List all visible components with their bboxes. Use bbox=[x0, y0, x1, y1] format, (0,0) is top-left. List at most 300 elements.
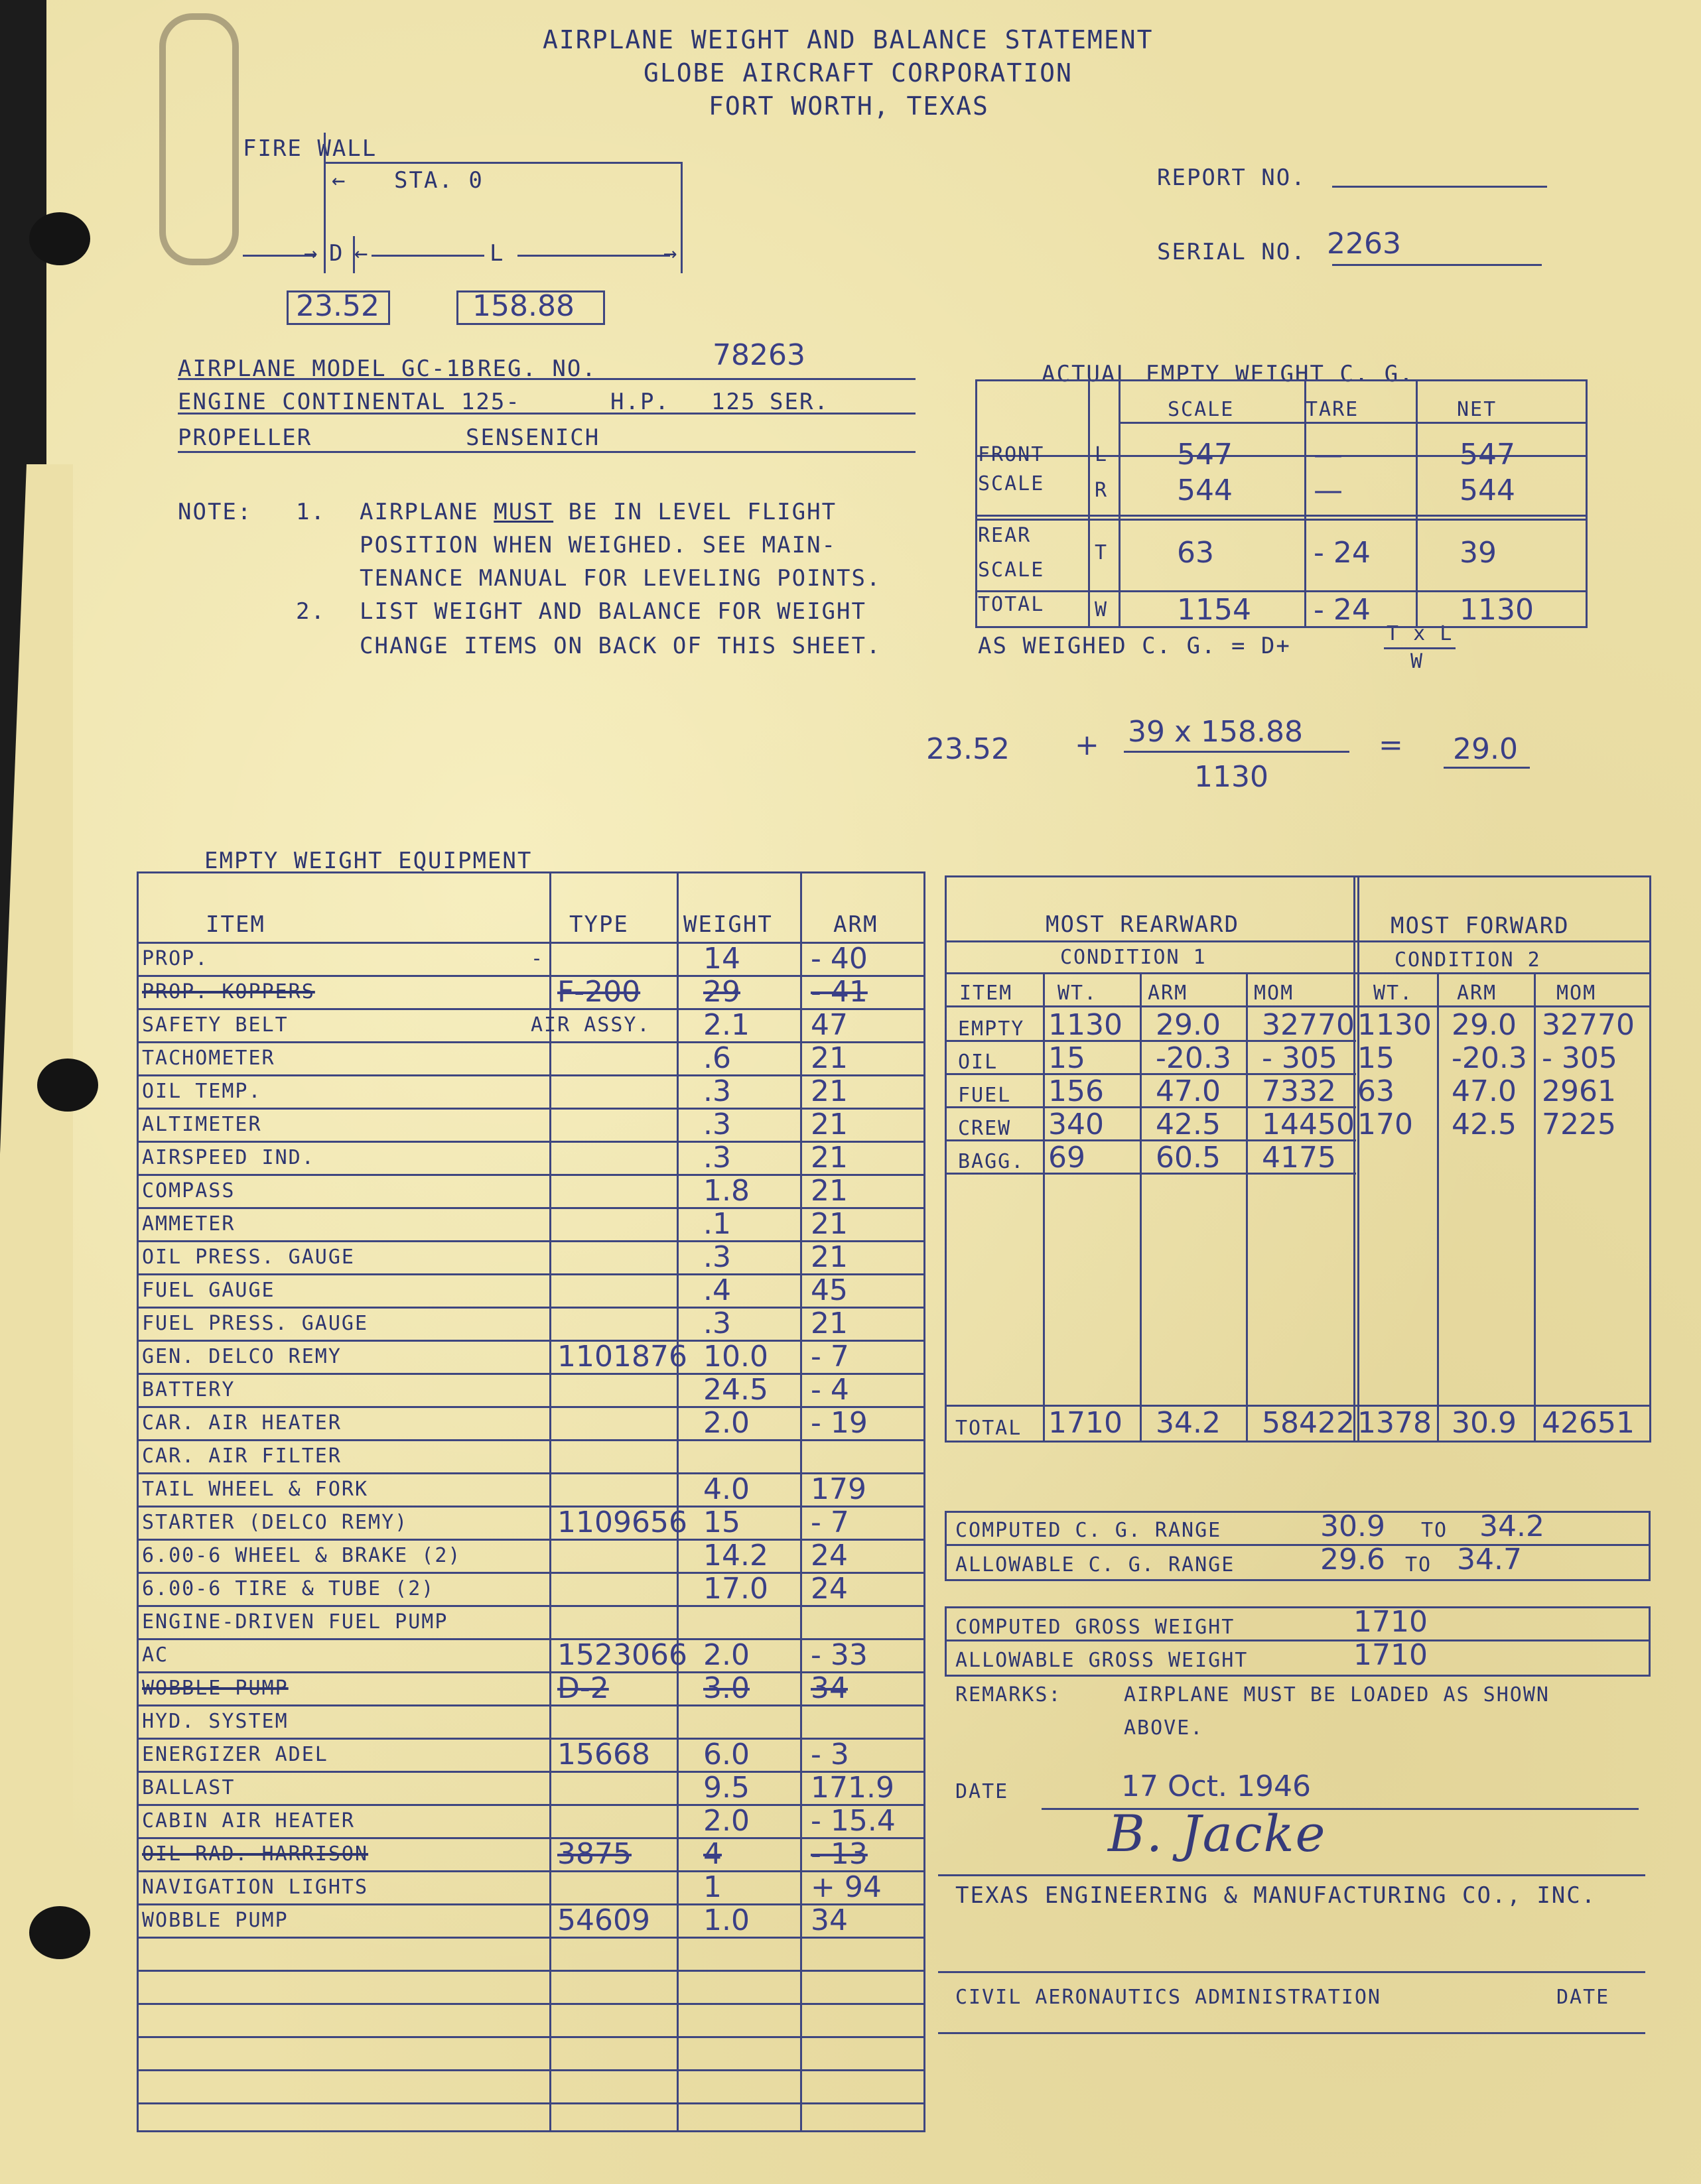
signature: B. Jacke bbox=[1108, 1804, 1327, 1863]
company-signoff: TEXAS ENGINEERING & MANUFACTURING CO., INC. bbox=[955, 1882, 1597, 1909]
table-rule bbox=[945, 875, 1651, 877]
condition-mom1: 32770 bbox=[1262, 1008, 1355, 1042]
table-column-rule bbox=[1534, 972, 1536, 1441]
punch-hole-icon bbox=[29, 212, 90, 265]
table-rule bbox=[945, 1441, 1651, 1443]
calc-fraction-bar bbox=[1124, 751, 1349, 753]
equipment-weight: 1.0 bbox=[703, 1903, 750, 1937]
equipment-item: AIRSPEED IND. bbox=[142, 1146, 315, 1169]
propeller-value: SENSENICH bbox=[466, 424, 600, 451]
remarks-label: REMARKS: bbox=[955, 1683, 1062, 1706]
equipment-arm: 21 bbox=[811, 1207, 848, 1241]
equipment-arm: - 15.4 bbox=[811, 1804, 896, 1838]
table-row bbox=[137, 1074, 925, 1076]
allowable-cg-from: 29.6 bbox=[1320, 1543, 1385, 1576]
table-column-rule bbox=[1088, 379, 1090, 626]
table-rule bbox=[975, 519, 1588, 521]
table-row bbox=[137, 1307, 925, 1309]
condition-arm1: 47.0 bbox=[1156, 1074, 1221, 1108]
serial-no-value: 2263 bbox=[1327, 227, 1401, 261]
table-row bbox=[137, 975, 925, 977]
table-row bbox=[137, 1174, 925, 1176]
table-column-rule bbox=[1586, 379, 1588, 626]
table-row bbox=[137, 1937, 925, 1939]
equipment-item: OIL RAD. HARRISON bbox=[142, 1842, 369, 1866]
condition-arm2: 42.5 bbox=[1452, 1108, 1517, 1141]
table-column-rule bbox=[1246, 972, 1248, 1441]
equipment-arm: - 33 bbox=[811, 1638, 868, 1672]
equipment-item: OIL PRESS. GAUGE bbox=[142, 1246, 355, 1269]
calc-denominator: 1130 bbox=[1194, 760, 1268, 794]
tare-value: - 24 bbox=[1314, 536, 1371, 570]
column-header-type: TYPE bbox=[569, 911, 629, 938]
equipment-item: BATTERY bbox=[142, 1378, 236, 1401]
tare-value: - 24 bbox=[1314, 593, 1371, 627]
table-row bbox=[137, 1472, 925, 1474]
equipment-weight: 2.0 bbox=[703, 1638, 750, 1672]
engine-label: ENGINE CONTINENTAL 125- bbox=[178, 389, 521, 415]
equipment-weight: .3 bbox=[703, 1141, 731, 1175]
equipment-type: F-200 bbox=[557, 975, 641, 1009]
caa-date-label: DATE bbox=[1556, 1986, 1610, 2009]
note-2-number: 2. bbox=[296, 598, 326, 625]
cg-formula-label: AS WEIGHED C. G. = D+ bbox=[978, 633, 1291, 659]
condition-arm2: -20.3 bbox=[1452, 1041, 1527, 1075]
allowable-cg-to-label: TO bbox=[1405, 1553, 1432, 1576]
equipment-weight: 17.0 bbox=[703, 1572, 768, 1606]
equipment-weight: .3 bbox=[703, 1240, 731, 1274]
condition-total-arm2: 30.9 bbox=[1452, 1406, 1517, 1440]
equipment-item: PROP. KOPPERS bbox=[142, 980, 315, 1003]
date-label: DATE bbox=[955, 1780, 1009, 1803]
diagram-top-line bbox=[324, 162, 682, 164]
equipment-weight: .4 bbox=[703, 1273, 731, 1307]
note-1-number: 1. bbox=[296, 499, 326, 525]
airplane-model-label: AIRPLANE MODEL GC-1B bbox=[178, 355, 476, 382]
net-value: 544 bbox=[1460, 474, 1515, 507]
equipment-weight: .1 bbox=[703, 1207, 731, 1241]
table-column-rule bbox=[945, 875, 947, 1441]
table-row bbox=[137, 1903, 925, 1905]
table-row bbox=[137, 1837, 925, 1839]
column-header-net: NET bbox=[1457, 398, 1497, 421]
cg-formula-numerator: T x L bbox=[1387, 622, 1454, 645]
equipment-type: 1523066 bbox=[557, 1638, 687, 1672]
equipment-item: ENGINE-DRIVEN FUEL PUMP bbox=[142, 1610, 448, 1634]
paper-clip-icon bbox=[159, 13, 239, 265]
condition-arm1: -20.3 bbox=[1156, 1041, 1231, 1075]
caa-label: CIVIL AERONAUTICS ADMINISTRATION bbox=[955, 1986, 1381, 2009]
hp-value: 125 bbox=[711, 389, 756, 415]
note-1-line-3: TENANCE MANUAL FOR LEVELING POINTS. bbox=[360, 565, 882, 592]
table-column-rule bbox=[1353, 875, 1355, 1441]
l-value: 158.88 bbox=[472, 289, 575, 323]
equipment-arm: - 3 bbox=[811, 1738, 849, 1771]
equipment-arm: 34 bbox=[811, 1903, 848, 1937]
report-no-line bbox=[1332, 186, 1547, 188]
condition-total-arm1: 34.2 bbox=[1156, 1406, 1221, 1440]
column-header-arm: ARM bbox=[833, 911, 878, 938]
equipment-type: 15668 bbox=[557, 1738, 650, 1771]
note-2-line-2: CHANGE ITEMS ON BACK OF THIS SHEET. bbox=[360, 633, 882, 659]
equipment-item: FUEL PRESS. GAUGE bbox=[142, 1312, 369, 1335]
column-header-wt: WT. bbox=[1057, 982, 1098, 1005]
calc-plus: + bbox=[1075, 728, 1099, 762]
equipment-arm: - 40 bbox=[811, 942, 868, 976]
table-row bbox=[137, 942, 925, 944]
equipment-item: SAFETY BELT bbox=[142, 1013, 289, 1037]
table-column-rule bbox=[137, 871, 139, 2130]
equipment-title: EMPTY WEIGHT EQUIPMENT bbox=[204, 848, 533, 874]
station-arrow: ← bbox=[332, 167, 347, 194]
equipment-arm: - 41 bbox=[811, 975, 868, 1009]
row-code: T bbox=[1095, 541, 1109, 564]
equipment-type: AIR ASSY. bbox=[531, 1013, 651, 1037]
condition-arm1: 29.0 bbox=[1156, 1008, 1221, 1042]
equipment-item: OIL TEMP. bbox=[142, 1080, 262, 1103]
table-row bbox=[137, 2069, 925, 2071]
condition-total-label: TOTAL bbox=[955, 1417, 1022, 1440]
reg-no-value: 78263 bbox=[713, 338, 805, 372]
table-column-rule bbox=[677, 871, 679, 2130]
table-row bbox=[137, 1108, 925, 1110]
equipment-item: TACHOMETER bbox=[142, 1047, 275, 1070]
condition-item: FUEL bbox=[958, 1084, 1012, 1107]
equipment-type: 54609 bbox=[557, 1903, 650, 1937]
punch-hole-icon bbox=[37, 1059, 98, 1112]
equipment-item: TAIL WHEEL & FORK bbox=[142, 1478, 369, 1501]
equipment-weight: .3 bbox=[703, 1108, 731, 1141]
table-column-rule bbox=[800, 871, 802, 2130]
calc-equals: = bbox=[1379, 728, 1403, 762]
table-rule bbox=[975, 590, 1588, 592]
table-row bbox=[137, 1207, 925, 1209]
d-arrow-head-icon: → bbox=[304, 240, 319, 267]
condition-arm2: 29.0 bbox=[1452, 1008, 1517, 1042]
condition-mom1: 14450 bbox=[1262, 1108, 1355, 1141]
table-rule bbox=[945, 940, 1651, 942]
computed-cg-from: 30.9 bbox=[1320, 1510, 1385, 1543]
serial-no-label: SERIAL NO. bbox=[1157, 239, 1306, 265]
table-row bbox=[137, 1738, 925, 1740]
equipment-arm: - 13 bbox=[811, 1837, 868, 1871]
table-rule bbox=[975, 515, 1588, 517]
table-column-rule bbox=[1416, 379, 1418, 626]
equipment-weight: 24.5 bbox=[703, 1373, 768, 1407]
condition-mom1: 7332 bbox=[1262, 1074, 1336, 1108]
equipment-arm: - 19 bbox=[811, 1406, 868, 1440]
equipment-item: PROP. bbox=[142, 947, 209, 970]
l-arrow-line-right bbox=[517, 255, 670, 257]
equipment-weight: 29 bbox=[703, 975, 740, 1009]
l-arrow-right-icon: → bbox=[663, 240, 679, 267]
forward-condition-title: MOST FORWARD bbox=[1391, 913, 1570, 939]
condition-mom2: 2961 bbox=[1542, 1074, 1616, 1108]
tare-value: — bbox=[1314, 438, 1343, 472]
cg-range-divider bbox=[945, 1544, 1649, 1546]
caa-signature-line bbox=[938, 1971, 1645, 1973]
d-label: D bbox=[329, 240, 344, 267]
scale-value: 547 bbox=[1177, 438, 1233, 472]
equipment-item: 6.00-6 TIRE & TUBE (2) bbox=[142, 1577, 435, 1600]
equipment-arm: 171.9 bbox=[811, 1771, 894, 1805]
condition-wt2: 63 bbox=[1357, 1074, 1395, 1108]
equipment-arm: 21 bbox=[811, 1307, 848, 1340]
equipment-arm: - 7 bbox=[811, 1506, 849, 1539]
equipment-arm: 24 bbox=[811, 1539, 848, 1573]
equipment-item: BALLAST bbox=[142, 1776, 236, 1799]
scale-label: SCALE bbox=[978, 472, 1045, 495]
equipment-item: WOBBLE PUMP bbox=[142, 1677, 289, 1700]
propeller-label: PROPELLER bbox=[178, 424, 312, 451]
table-rule bbox=[945, 972, 1651, 974]
column-header-item: ITEM bbox=[206, 911, 265, 938]
equipment-item: WOBBLE PUMP bbox=[142, 1909, 289, 1932]
equipment-type: 1101876 bbox=[557, 1340, 687, 1374]
scale-value: 1154 bbox=[1177, 593, 1251, 627]
station-label: STA. 0 bbox=[394, 167, 484, 194]
condition-item: EMPTY bbox=[958, 1017, 1025, 1041]
table-row bbox=[137, 1539, 925, 1541]
equipment-item: AC bbox=[142, 1643, 169, 1667]
condition-item: BAGG. bbox=[958, 1150, 1025, 1173]
calc-result-underline bbox=[1444, 767, 1530, 769]
condition-arm1: 42.5 bbox=[1156, 1108, 1221, 1141]
equipment-item: CABIN AIR HEATER bbox=[142, 1809, 355, 1832]
equipment-arm: - 4 bbox=[811, 1373, 849, 1407]
allowable-cg-to: 34.7 bbox=[1457, 1543, 1522, 1576]
table-row bbox=[137, 1439, 925, 1441]
header-underline bbox=[1119, 422, 1586, 424]
table-row bbox=[137, 1870, 925, 1872]
diagram-right-line bbox=[681, 162, 683, 273]
equipment-item: ENERGIZER ADEL bbox=[142, 1743, 328, 1766]
note-1-text-c: BE IN LEVEL FLIGHT bbox=[553, 499, 837, 525]
table-column-rule bbox=[1119, 379, 1121, 626]
condition-wt2: 1130 bbox=[1357, 1008, 1432, 1042]
d-value: 23.52 bbox=[296, 289, 379, 323]
equipment-item: STARTER (DELCO REMY) bbox=[142, 1511, 409, 1534]
propeller-underline bbox=[178, 451, 916, 453]
column-header-arm: ARM bbox=[1457, 982, 1497, 1005]
table-column-rule bbox=[1140, 972, 1142, 1441]
equipment-arm: 179 bbox=[811, 1472, 866, 1506]
engine-underline bbox=[178, 413, 916, 415]
actual-empty-title: ACTUAL EMPTY WEIGHT C. G. bbox=[1042, 361, 1414, 387]
equipment-arm: - 7 bbox=[811, 1340, 849, 1374]
condition-total-mom2: 42651 bbox=[1542, 1406, 1635, 1440]
equipment-item: COMPASS bbox=[142, 1179, 236, 1202]
equipment-weight: 9.5 bbox=[703, 1771, 750, 1805]
equipment-arm: 21 bbox=[811, 1240, 848, 1274]
condition-wt1: 15 bbox=[1048, 1041, 1085, 1075]
condition-wt1: 69 bbox=[1048, 1141, 1085, 1175]
condition-arm2: 47.0 bbox=[1452, 1074, 1517, 1108]
note-1-line-2: POSITION WHEN WEIGHED. SEE MAIN- bbox=[360, 532, 837, 558]
l-label: L bbox=[490, 240, 505, 267]
table-column-rule bbox=[1043, 972, 1045, 1441]
fire-wall-label: FIRE WALL bbox=[243, 135, 377, 162]
table-row bbox=[137, 2102, 925, 2104]
signature-line bbox=[938, 1874, 1645, 1876]
equipment-item: CAR. AIR HEATER bbox=[142, 1411, 342, 1435]
table-rule bbox=[945, 1005, 1651, 1007]
table-column-rule bbox=[1437, 972, 1439, 1441]
equipment-type: 1109656 bbox=[557, 1506, 687, 1539]
equipment-item: ALTIMETER bbox=[142, 1113, 262, 1136]
report-no-label: REPORT NO. bbox=[1157, 164, 1306, 191]
equipment-weight: .6 bbox=[703, 1041, 731, 1075]
scale-value: 63 bbox=[1177, 536, 1214, 570]
rear-condition-title: MOST REARWARD bbox=[1046, 911, 1240, 938]
equipment-weight: 4 bbox=[703, 1837, 722, 1871]
computed-gross-weight-value: 1710 bbox=[1353, 1605, 1428, 1639]
equipment-arm: 21 bbox=[811, 1074, 848, 1108]
note-2-line-1: LIST WEIGHT AND BALANCE FOR WEIGHT bbox=[360, 598, 866, 625]
equipment-arm: 21 bbox=[811, 1174, 848, 1208]
equipment-item: NAVIGATION LIGHTS bbox=[142, 1876, 369, 1899]
ser-label: SER. bbox=[770, 389, 829, 415]
equipment-weight: 2.1 bbox=[703, 1008, 750, 1042]
column-header-arm: ARM bbox=[1148, 982, 1188, 1005]
table-column-rule bbox=[975, 379, 977, 626]
equipment-item: AMMETER bbox=[142, 1212, 236, 1236]
table-row bbox=[137, 1340, 925, 1342]
column-header-scale: SCALE bbox=[1168, 398, 1235, 421]
table-row bbox=[137, 1970, 925, 1972]
condition-wt1: 340 bbox=[1048, 1108, 1104, 1141]
equipment-item: 6.00-6 WHEEL & BRAKE (2) bbox=[142, 1544, 462, 1567]
table-rule bbox=[137, 2130, 925, 2132]
l-arrow-left-icon: ← bbox=[354, 240, 370, 267]
table-row bbox=[137, 1771, 925, 1773]
table-row bbox=[137, 1273, 925, 1275]
condition-item: CREW bbox=[958, 1117, 1012, 1140]
condition-wt1: 1130 bbox=[1048, 1008, 1123, 1042]
cg-formula-fraction-bar bbox=[1384, 647, 1456, 649]
table-row bbox=[137, 1141, 925, 1143]
note-label: NOTE: bbox=[178, 499, 253, 525]
equipment-weight: 2.0 bbox=[703, 1804, 750, 1838]
condition-total-mom1: 58422 bbox=[1262, 1406, 1355, 1440]
reg-no-label: REG. NO. bbox=[478, 355, 597, 382]
row-code: R bbox=[1095, 479, 1109, 502]
row-code: W bbox=[1095, 598, 1109, 621]
equipment-arm: 21 bbox=[811, 1041, 848, 1075]
equipment-weight: 10.0 bbox=[703, 1340, 768, 1374]
net-value: 547 bbox=[1460, 438, 1515, 472]
allowable-gross-weight-value: 1710 bbox=[1353, 1638, 1428, 1672]
equipment-weight: 6.0 bbox=[703, 1738, 750, 1771]
equipment-weight: 14 bbox=[703, 942, 740, 976]
column-header-item: ITEM bbox=[959, 982, 1013, 1005]
table-row bbox=[137, 1804, 925, 1806]
condition-total-wt2: 1378 bbox=[1357, 1406, 1432, 1440]
calc-numerator: 39 x 158.88 bbox=[1128, 715, 1303, 749]
condition-mom2: 32770 bbox=[1542, 1008, 1635, 1042]
equipment-item: HYD. SYSTEM bbox=[142, 1710, 289, 1733]
allowable-gross-weight-label: ALLOWABLE GROSS WEIGHT bbox=[955, 1649, 1249, 1672]
computed-gross-weight-label: COMPUTED GROSS WEIGHT bbox=[955, 1616, 1235, 1639]
serial-no-line bbox=[1332, 264, 1542, 266]
table-row bbox=[137, 1506, 925, 1508]
equipment-item: CAR. AIR FILTER bbox=[142, 1445, 342, 1468]
equipment-weight: 2.0 bbox=[703, 1406, 750, 1440]
scale-label: SCALE bbox=[978, 558, 1045, 582]
table-row bbox=[137, 1008, 925, 1010]
company-name: GLOBE AIRCRAFT CORPORATION bbox=[644, 58, 1073, 88]
equipment-arm: 47 bbox=[811, 1008, 848, 1042]
equipment-weight: 15 bbox=[703, 1506, 740, 1539]
condition-mom1: 4175 bbox=[1262, 1141, 1336, 1175]
condition-wt2: 170 bbox=[1357, 1108, 1413, 1141]
column-header-wt: WT. bbox=[1373, 982, 1414, 1005]
document-title: AIRPLANE WEIGHT AND BALANCE STATEMENT bbox=[543, 25, 1154, 54]
equipment-arm: 45 bbox=[811, 1273, 848, 1307]
table-row bbox=[137, 1671, 925, 1673]
table-row bbox=[137, 1638, 925, 1640]
model-underline bbox=[178, 378, 916, 380]
table-rule bbox=[137, 871, 925, 873]
equipment-weight: .3 bbox=[703, 1307, 731, 1340]
table-row bbox=[137, 1373, 925, 1375]
equipment-weight: 14.2 bbox=[703, 1539, 768, 1573]
rear-label: REAR bbox=[978, 524, 1032, 547]
forward-condition-subtitle: CONDITION 2 bbox=[1395, 948, 1541, 972]
fire-wall-line bbox=[324, 133, 326, 273]
scale-value: 544 bbox=[1177, 474, 1233, 507]
company-location: FORT WORTH, TEXAS bbox=[709, 92, 989, 121]
table-column-rule bbox=[1649, 875, 1651, 1441]
table-row bbox=[137, 1704, 925, 1706]
equipment-type: 3875 bbox=[557, 1837, 632, 1871]
table-row bbox=[137, 2003, 925, 2005]
row-code: L bbox=[1095, 443, 1109, 466]
net-value: 1130 bbox=[1460, 593, 1534, 627]
remarks-line-2: ABOVE. bbox=[1124, 1716, 1204, 1740]
equipment-arm: + 94 bbox=[811, 1870, 882, 1904]
equipment-arm: 24 bbox=[811, 1572, 848, 1606]
equipment-arm: 21 bbox=[811, 1108, 848, 1141]
calc-d-value: 23.52 bbox=[926, 732, 1010, 766]
equipment-item: GEN. DELCO REMY bbox=[142, 1345, 342, 1368]
column-header-weight: WEIGHT bbox=[683, 911, 773, 938]
table-column-rule bbox=[1357, 875, 1359, 1441]
front-label: FRONT bbox=[978, 443, 1045, 466]
computed-cg-to-label: TO bbox=[1421, 1519, 1448, 1542]
bottom-line bbox=[938, 2032, 1645, 2034]
condition-mom2: - 305 bbox=[1542, 1041, 1617, 1075]
date-value: 17 Oct. 1946 bbox=[1121, 1769, 1311, 1803]
equipment-type: D-2 bbox=[557, 1671, 609, 1705]
note-1-line-1 bbox=[360, 499, 837, 525]
computed-cg-range-label: COMPUTED C. G. RANGE bbox=[955, 1519, 1222, 1542]
equipment-weight: 4.0 bbox=[703, 1472, 750, 1506]
equipment-arm: 21 bbox=[811, 1141, 848, 1175]
column-header-tare: TARE bbox=[1306, 398, 1359, 421]
table-row bbox=[137, 1605, 925, 1607]
equipment-weight: .3 bbox=[703, 1074, 731, 1108]
table-row bbox=[137, 1041, 925, 1043]
condition-wt2: 15 bbox=[1357, 1041, 1395, 1075]
equipment-weight: 1 bbox=[703, 1870, 722, 1904]
table-row bbox=[137, 1240, 925, 1242]
calc-result: 29.0 bbox=[1453, 732, 1518, 766]
cg-formula-denominator: W bbox=[1410, 650, 1424, 673]
allowable-cg-range-label: ALLOWABLE C. G. RANGE bbox=[955, 1553, 1235, 1576]
remarks-line-1: AIRPLANE MUST BE LOADED AS SHOWN bbox=[1124, 1683, 1550, 1706]
l-arrow-line-left bbox=[372, 255, 484, 257]
